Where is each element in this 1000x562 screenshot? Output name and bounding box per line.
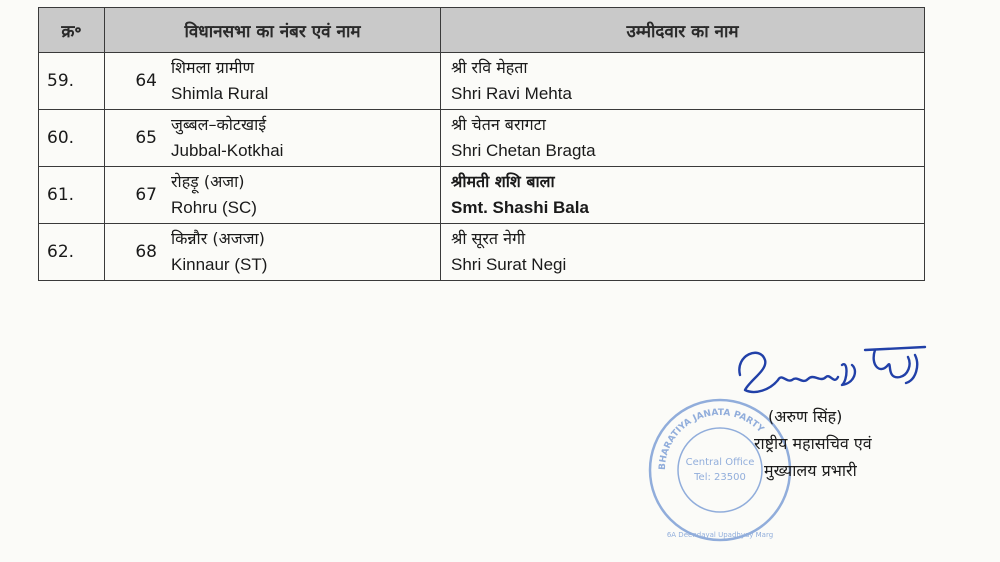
signature-block <box>640 335 960 555</box>
row-sno: 61. <box>39 167 105 224</box>
stamp-office: Central Office <box>685 457 755 468</box>
constituency-number: 67 <box>135 185 157 205</box>
signer-designation-2: मुख्यालय प्रभारी <box>764 461 857 480</box>
row-candidate <box>441 53 925 110</box>
header-candidate: उम्मीदवार का नाम <box>441 8 925 53</box>
row-sno: 60. <box>39 110 105 167</box>
constituency-number: 65 <box>135 128 157 148</box>
candidate-name-hindi: श्री रवि मेहता <box>451 58 528 77</box>
row-sno: 59. <box>39 53 105 110</box>
table-header-row <box>39 8 925 53</box>
candidate-name-english: Shri Chetan Bragta <box>451 141 596 160</box>
constituency-number: 64 <box>135 71 157 91</box>
row-candidate <box>441 110 925 167</box>
table-row <box>39 224 925 281</box>
signer-designation: राष्ट्रीय महासचिव एवं <box>754 434 872 453</box>
constituency-name-english: Shimla Rural <box>171 84 269 103</box>
table-row <box>39 110 925 167</box>
table-row <box>39 53 925 110</box>
constituency-name-hindi: जुब्बल–कोटखाई <box>171 115 267 134</box>
constituency-number: 68 <box>135 242 157 262</box>
row-constituency <box>105 53 441 110</box>
stamp-tel: Tel: 23500 <box>694 472 746 483</box>
candidate-name-english: Shri Surat Negi <box>451 255 567 274</box>
constituency-name-english: Kinnaur (ST) <box>171 255 268 274</box>
stamp-org: BHARATIYA JANATA PARTY <box>657 407 766 471</box>
row-candidate <box>441 224 925 281</box>
table-row <box>39 167 925 224</box>
stamp-address: 6A Deendayal Upadhyay Marg <box>666 531 774 539</box>
candidate-name-hindi: श्रीमती शशि बाला <box>451 172 555 191</box>
candidate-name-hindi: श्री सूरत नेगी <box>451 229 526 248</box>
handwritten-signature <box>730 335 930 405</box>
candidate-table <box>38 7 925 281</box>
constituency-name-hindi: किन्नौर (अजजा) <box>171 229 265 248</box>
header-constituency: विधानसभा का नंबर एवं नाम <box>105 8 441 53</box>
constituency-name-english: Rohru (SC) <box>171 198 257 217</box>
row-constituency <box>105 224 441 281</box>
candidate-name-english: Smt. Shashi Bala <box>451 198 589 217</box>
signer-name: (अरुण सिंह) <box>768 407 843 426</box>
row-candidate <box>441 167 925 224</box>
row-constituency <box>105 110 441 167</box>
row-constituency <box>105 167 441 224</box>
header-sno: क्र॰ <box>39 8 105 53</box>
constituency-name-hindi: रोहड़ू (अजा) <box>171 172 245 191</box>
constituency-name-english: Jubbal-Kotkhai <box>171 141 284 160</box>
constituency-name-hindi: शिमला ग्रामीण <box>171 58 255 77</box>
row-sno: 62. <box>39 224 105 281</box>
candidate-name-english: Shri Ravi Mehta <box>451 84 572 103</box>
candidate-name-hindi: श्री चेतन बरागटा <box>451 115 546 134</box>
